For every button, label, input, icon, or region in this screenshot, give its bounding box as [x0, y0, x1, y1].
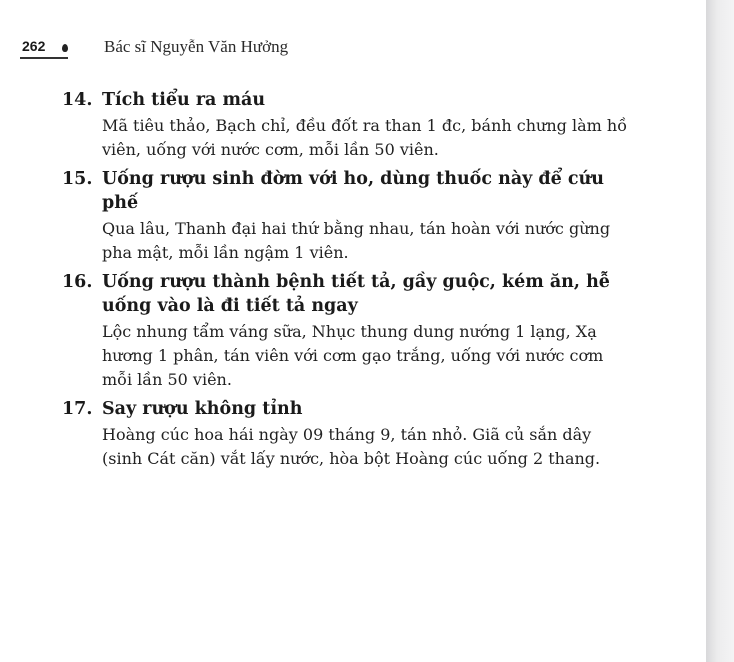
- section-heading: [62, 167, 682, 215]
- section-number: 14.: [62, 90, 93, 110]
- page-content: [62, 88, 682, 476]
- section-number: 17.: [62, 399, 93, 419]
- page-header: [0, 36, 600, 60]
- body-line: mỗi lần 50 viên.: [102, 370, 232, 389]
- title-line: Uống rượu sinh đờm với ho, dùng thuốc này để cứu: [102, 169, 604, 189]
- title-line: Uống rượu thành bệnh tiết tả, gầy guộc, kém ăn, hễ: [102, 272, 610, 292]
- section-number: 16.: [62, 272, 93, 292]
- body-line: pha mật, mỗi lần ngậm 1 viên.: [102, 243, 349, 262]
- remedy-section-15: [62, 167, 682, 265]
- body-line: Lộc nhung tẩm váng sữa, Nhục thung dung nướng 1 lạng, Xạ: [102, 322, 597, 341]
- section-heading: [62, 270, 682, 318]
- body-line: viên, uống với nước cơm, mỗi lần 50 viên.: [102, 140, 439, 159]
- section-body: [102, 114, 682, 162]
- section-number: 15.: [62, 169, 93, 189]
- title-line: phế: [102, 193, 139, 213]
- page-edge-shadow: [706, 0, 734, 662]
- remedy-section-14: [62, 88, 682, 162]
- body-line: Qua lâu, Thanh đại hai thứ bằng nhau, tán hoàn với nước gừng: [102, 219, 611, 238]
- section-title: Tích tiểu ra máu: [102, 90, 266, 110]
- body-line: Mã tiêu thảo, Bạch chỉ, đều đốt ra than 1 đc, bánh chưng làm hồ: [102, 116, 627, 135]
- running-title: Bác sĩ Nguyễn Văn Hưởng: [104, 37, 289, 56]
- page-number: 262: [22, 38, 46, 54]
- body-line: Hoàng cúc hoa hái ngày 09 tháng 9, tán nhỏ. Giã củ sắn dây: [102, 425, 592, 444]
- bullet-ornament-icon: [62, 44, 68, 52]
- remedy-section-17: [62, 397, 682, 471]
- section-body: [102, 423, 682, 471]
- section-body: [102, 320, 682, 392]
- title-line: uống vào là đi tiết tả ngay: [102, 296, 358, 316]
- body-line: (sinh Cát căn) vắt lấy nước, hòa bột Hoàng cúc uống 2 thang.: [102, 449, 601, 468]
- section-title: [102, 270, 682, 318]
- remedy-section-16: [62, 270, 682, 392]
- section-title: Say rượu không tỉnh: [102, 399, 303, 419]
- section-heading: [62, 397, 682, 421]
- header-rule: [20, 57, 68, 59]
- body-line: hương 1 phân, tán viên với cơm gạo trắng, uống với nước cơm: [102, 346, 604, 365]
- section-title: [102, 167, 682, 215]
- section-body: [102, 217, 682, 265]
- section-heading: [62, 88, 682, 112]
